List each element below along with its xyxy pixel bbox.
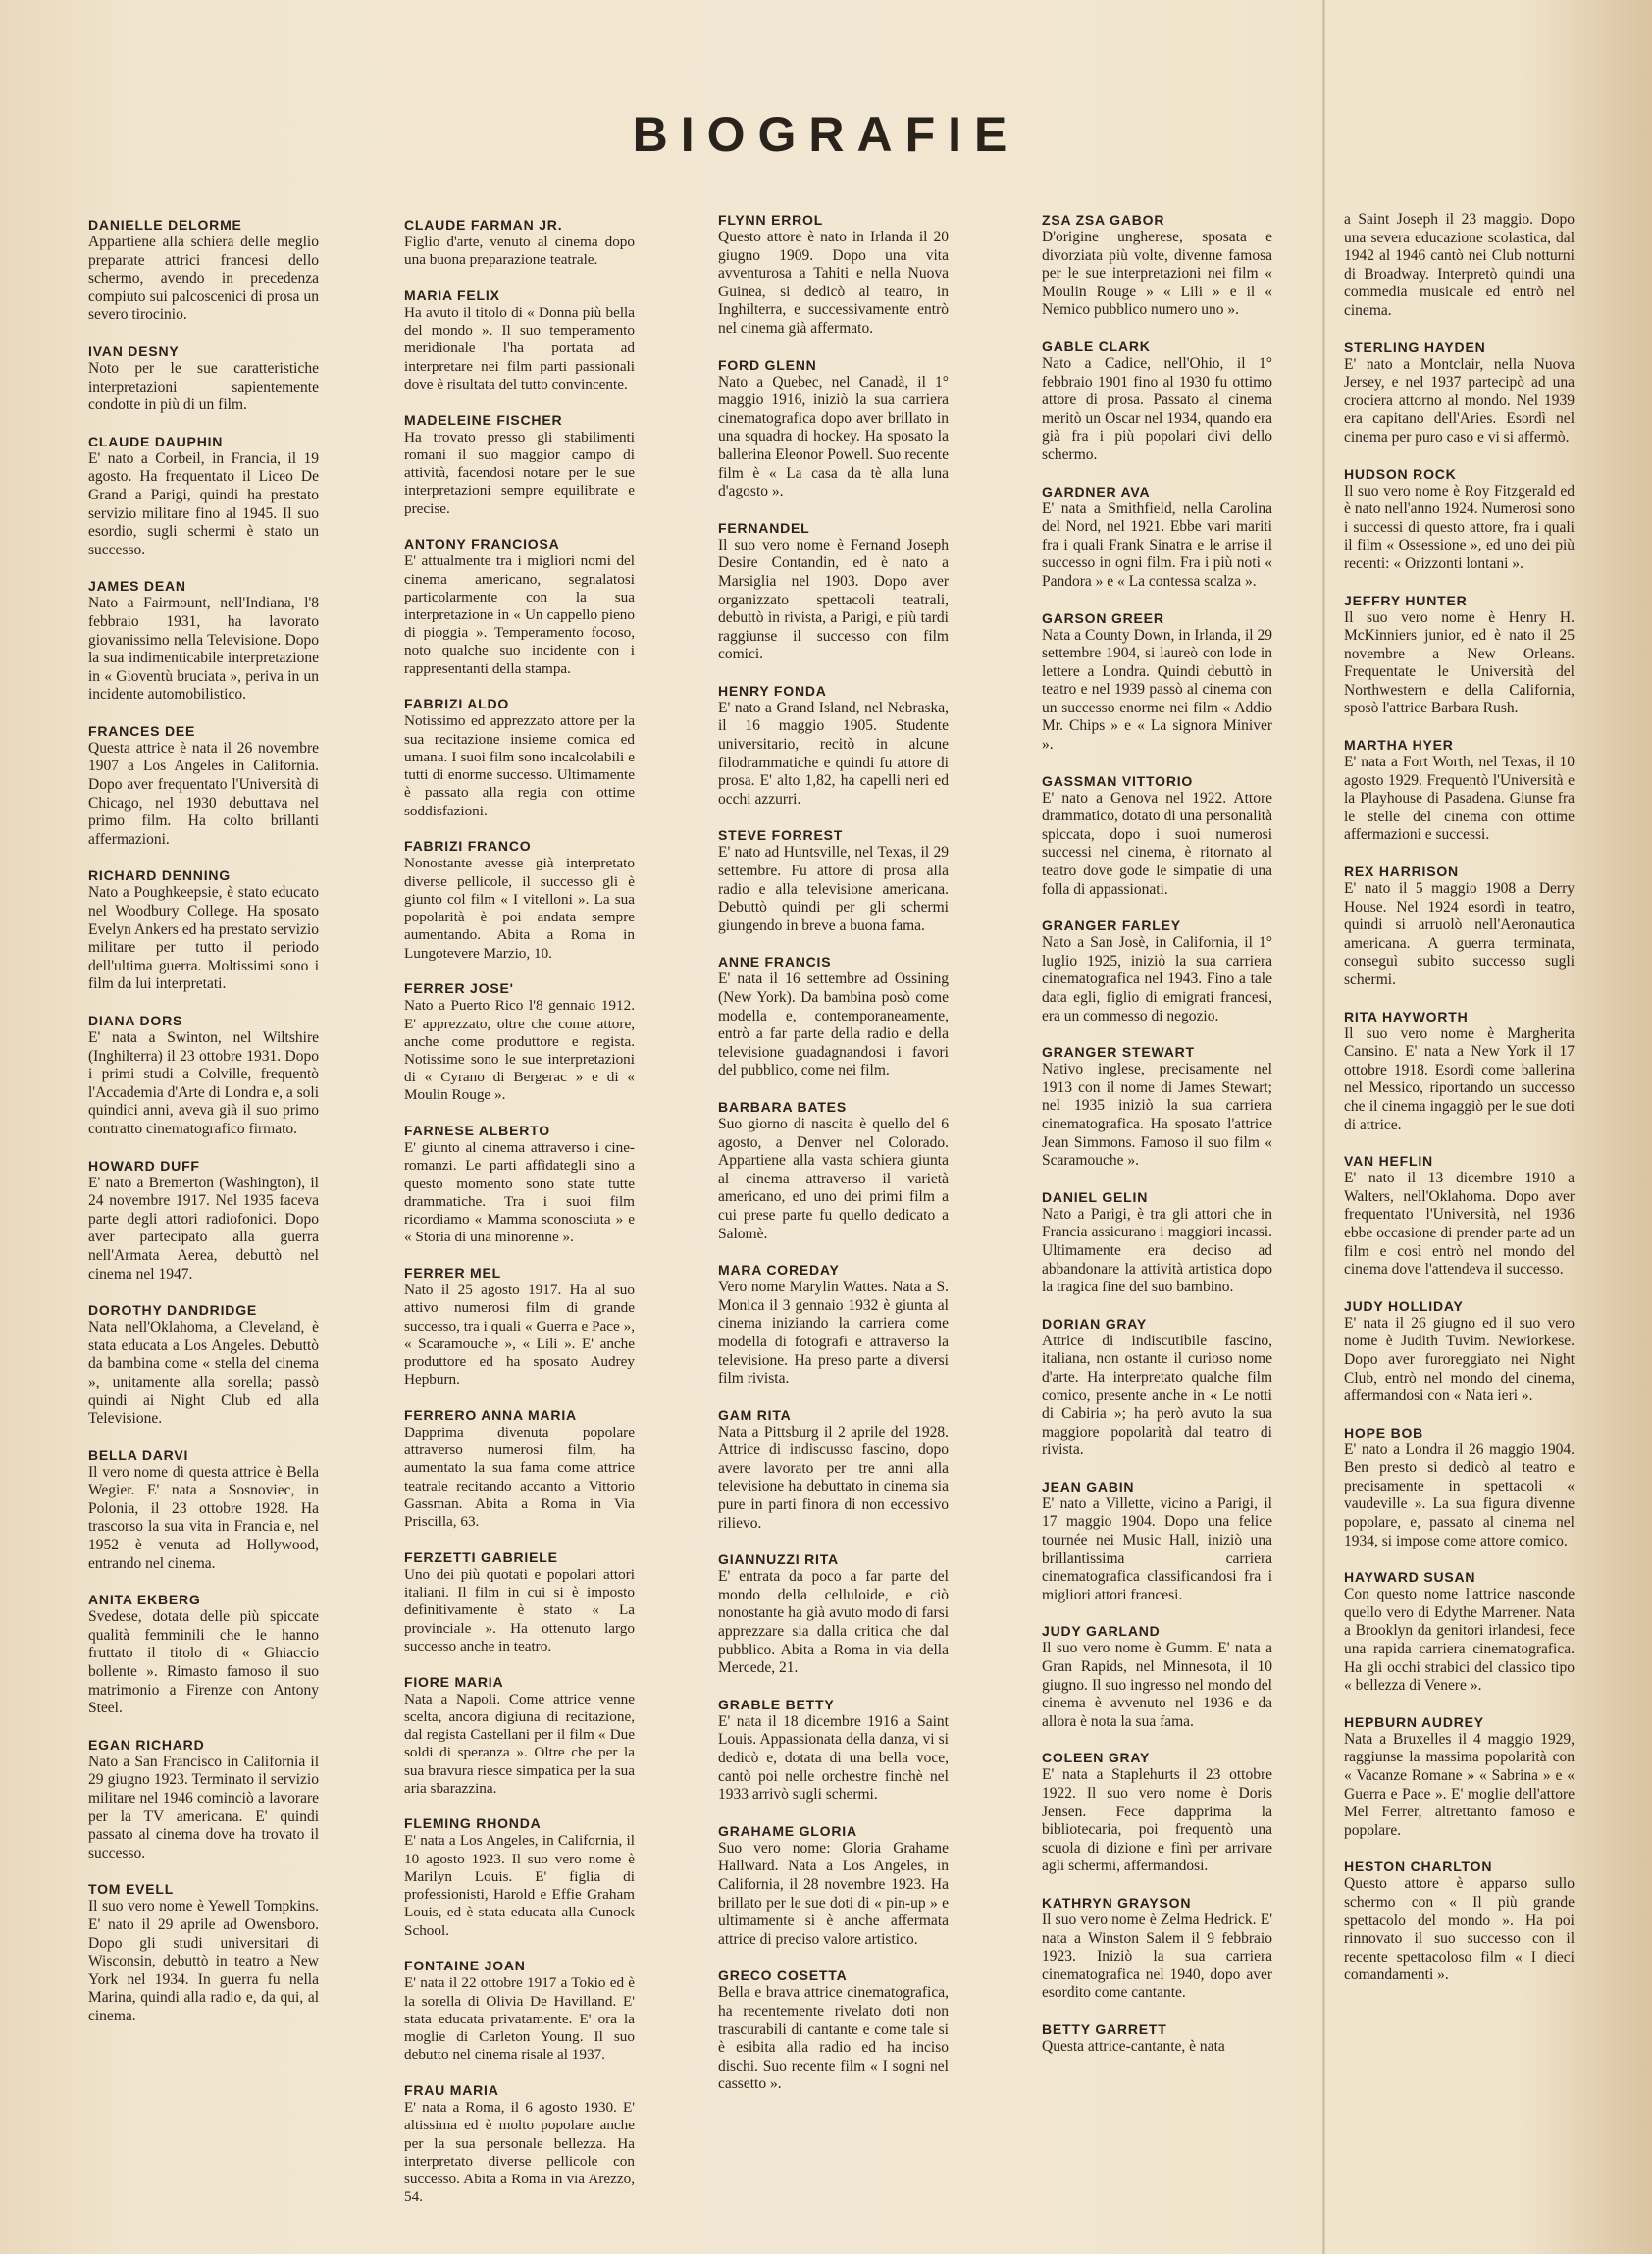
entry-text: Questa attrice-cantante, è nata (1042, 2037, 1225, 2055)
biography-entry (1344, 1568, 1575, 1696)
entry-name: HOPE BOB (1344, 1424, 1424, 1441)
entry-name: GRANGER FARLEY (1042, 917, 1181, 934)
entry-name: FARNESE ALBERTO (404, 1123, 550, 1139)
entry-text: Nata a County Down, in Irlanda, il 29 settembre 1904, si laureò con lode in lettere a Londra. Quindi debuttò in teatro e nel 1939 passò al cinema con un successo enorme nei film « Addio Mr. Chips » e « La signora Miniver ». (1042, 626, 1272, 754)
entry-name: FABRIZI ALDO (404, 696, 510, 712)
entry-name: GRANGER STEWART (1042, 1044, 1195, 1061)
entry-name: HAYWARD SUSAN (1344, 1569, 1476, 1586)
entry-name: DORIAN GRAY (1042, 1315, 1148, 1332)
entry-name: JUDY HOLLIDAY (1344, 1297, 1464, 1314)
entry-name: BETTY GARRETT (1042, 2020, 1167, 2037)
entry-text: Il suo vero nome è Zelma Hedrick. E' nata a Winston Salem il 9 febbraio 1923. Iniziò la sua carriera cinematografica nel 1940, dopo aver esordito come cantante. (1042, 1911, 1272, 2002)
entry-text: Nato a Poughkeepsie, è stato educato nel Woodbury College. Ha sposato Evelyn Ankers ed ha prestato servizio militare per tutto il periodo dell'ultima guerra. Moltissimi sono i film da lui interpretati. (88, 884, 319, 993)
entry-text: Il suo vero nome è Gumm. E' nata a Gran Rapids, nel Minnesota, il 10 giugno. Il suo ingresso nel mondo del cinema è avvenuto nel 1936 e da allora è nota la sua fama. (1042, 1640, 1272, 1730)
entry-name: ANNE FRANCIS (718, 954, 832, 970)
entry-text: Il vero nome di questa attrice è Bella Wegier. E' nata a Sosnoviec, in Polonia, il 23 ottobre 1928. Ha trascorso la sua vita in Francia e, nel 1952 è venuta ad Hollywood, entrando nel cinema. (88, 1463, 319, 1572)
entry-name: DIANA DORS (88, 1013, 183, 1028)
entry-name: COLEEN GRAY (1042, 1750, 1151, 1766)
entry-name: EGAN RICHARD (88, 1736, 205, 1753)
entry-text: Suo giorno di nascita è quello del 6 agosto, a Denver nel Colorado. Appartiene alla vasta schiera giunta al cinema attraverso il varietà americano, ed uno dei primi film a cui prese parte fu quello dedicato a Salomè. (718, 1115, 949, 1242)
biography-entry (1344, 863, 1575, 990)
biography-entry (1042, 609, 1272, 755)
entry-name: FORD GLENN (718, 356, 817, 373)
page-title: BIOGRAFIE (632, 107, 1020, 162)
page-crease (1322, 0, 1325, 2254)
entry-text: E' nato a Londra il 26 maggio 1904. Ben presto si dedicò al teatro e precisamente in spettacoli « vaudeville ». La sua figura divenne popolare, e, passato al cinema nel 1934, si impose come attore comico. (1344, 1441, 1575, 1549)
entry-name: FRAU MARIA (404, 2082, 499, 2099)
biography-entry (1042, 211, 1272, 320)
entry-name: FONTAINE JOAN (404, 1958, 526, 1974)
biography-entry (1344, 1008, 1575, 1135)
entry-text: E' nata a Swinton, nel Wiltshire (Inghilterra) il 23 ottobre 1931. Dopo i primi studi a Colville, frequentò l'Accademia d'Arte di Londra e, a soli quindici anni, aveva già il suo primo contratto cinematografico firmato. (88, 1029, 319, 1137)
entry-text: Nata nell'Oklahoma, a Cleveland, è stata educata a Los Angeles. Debuttò da bambina come « stella del cinema », unitamente alla sorella; passò quindi ai Night Club ed alla Televisione. (88, 1319, 319, 1428)
biography-entry (404, 535, 635, 678)
biography-entry (718, 682, 949, 810)
entry-text: Suo vero nome: Gloria Grahame Hallward. Nata a Los Angeles, in California, il 28 novembre 1923. Ha brillato per le sue doti di « pin-up » e ultimamente si è anche affermata attrice di preciso valore artistico. (718, 1839, 949, 1948)
biography-entry (1344, 1297, 1575, 1406)
biography-entry (718, 1822, 949, 1950)
entry-text: Uno dei più quotati e popolari attori italiani. Il film in cui si è imposto definitivamente è stato « La provinciale ». Ha ottenuto largo successo anche in teatro. (404, 1565, 635, 1654)
entry-text: E' nato il 13 dicembre 1910 a Walters, nell'Oklahoma. Dopo aver frequentato l'Università, nel 1936 ebbe occasione di prender parte ad un film e così entrò nel mondo del cinema dove l'attendeva il successo. (1344, 1170, 1575, 1279)
entry-text: E' nato a Corbeil, in Francia, il 19 agosto. Ha frequentato il Liceo De Grand a Parigi, quindi ha prestato servizio militare fino al 1945. Il suo esordio, sugli schermi è stato un successo. (88, 449, 319, 558)
entry-name: ANITA EKBERG (88, 1592, 201, 1608)
entry-text: Nata a Napoli. Come attrice venne scelta, ancora digiuna di recitazione, dal regista Castellani per il film « Due soldi di speranza ». Oltre che per la sua bravura riesce simpatica per la sua aria sbarazzina. (404, 1690, 635, 1797)
biography-entry (88, 722, 319, 850)
entry-name: GAM RITA (718, 1406, 792, 1423)
biography-entry (1042, 2020, 1272, 2057)
entry-name: JUDY GARLAND (1042, 1623, 1161, 1640)
entry-name: REX HARRISON (1344, 864, 1459, 880)
biography-entry (404, 2081, 635, 2206)
entry-text: Il suo vero nome è Henry H. McKinniers junior, ed è nato il 25 novembre a New Orleans. Frequentate le Università del Northwestern e della California, sposò l'attrice Barbara Rush. (1344, 608, 1575, 717)
biography-entry (404, 287, 635, 393)
entry-name: DANIEL GELIN (1042, 1188, 1149, 1205)
entry-name: GRECO COSETTA (718, 1967, 848, 1984)
biography-entry (718, 356, 949, 501)
biography-entry (1344, 211, 1575, 321)
entry-text: Questo attore è apparso sullo schermo con « Il più grande spettacolo del mondo ». Ha poi rinnovato il suo successo con il recente spettacoloso film « I dieci comandamenti ». (1344, 1875, 1575, 1984)
entry-name: BELLA DARVI (88, 1446, 189, 1463)
entry-name: JAMES DEAN (88, 578, 186, 595)
entry-text: E' entrata da poco a far parte del mondo della celluloide, e ciò nonostante ha già avuto modo di farsi apprezzare sia dalla critica che dal pubblico. Abita a Roma in via della Mercede, 21. (718, 1568, 949, 1677)
biography-entry (1042, 1188, 1272, 1297)
biography-entry (404, 1264, 635, 1389)
biography-entry (88, 577, 319, 705)
entry-text: E' nata a Smithfield, nella Carolina del Nord, nel 1921. Ebbe vari mariti fra i quali Frank Sinatra e le arrise il successo in ogni film. Fra i più noti « Pandora » e « La contessa scalza ». (1042, 499, 1272, 590)
entry-text: Nato a Cadice, nell'Ohio, il 1° febbraio 1901 fino al 1930 fu ottimo attore di prosa. Passato al cinema meritò un Oscar nel 1934, quando era già fra i più popolari divi dello schermo. (1042, 354, 1272, 463)
entry-name: GARSON GREER (1042, 609, 1164, 626)
entry-name: BARBARA BATES (718, 1098, 847, 1115)
entry-text: E' nata a Fort Worth, nel Texas, il 10 agosto 1929. Frequentò l'Università e la Playhouse di Pasadena. Giunse fra le stelle del cinema con ottime affermazioni e successi. (1344, 754, 1575, 844)
entry-text: Il suo vero nome è Margherita Cansino. E' nata a New York il 17 ottobre 1918. Esordì come ballerina nel Messico, riportando un successo che il cinema ingaggiò per le sue doti di attrice. (1344, 1024, 1575, 1133)
biography-entry (718, 1098, 949, 1243)
biography-entry (404, 837, 635, 962)
entry-text: E' giunto al cinema attraverso i cine-romanzi. Le parti affidategli sino a questo momento sono state tutte drammatiche. Tra i suoi film ricordiamo « Mamma sconosciuta » e « Storia di una minorenne ». (404, 1139, 635, 1246)
entry-text: Svedese, dotata delle più spiccate qualità femminili che le hanno fruttato il titolo di « Ghiaccio bollente ». Rimasto famoso il suo matrimonio a Firenze con Antony Steel. (88, 1608, 319, 1717)
entry-name: FRANCES DEE (88, 722, 196, 739)
entry-text: Questa attrice è nata il 26 novembre 1907 a Los Angeles in California. Dopo aver frequentato l'Università di Chicago, nel 1930 debuttava nel primo film. Ha colto brillanti affermazioni. (88, 739, 319, 848)
entry-text: E' nata a Roma, il 6 agosto 1930. E' altissima ed è molto popolare anche per la sua personale bellezza. Ha interpretato diverse pellicole con successo. Abita a Roma in via Arezzo, 54. (404, 2099, 635, 2206)
biography-entry (1042, 1749, 1272, 1876)
entry-text: Attrice di indiscutibile fascino, italiana, non ostante il curioso nome d'arte. Ha interpretato qualche film comico, presente anche in « Le notti di Cabiria »; ha però avuto la sua maggiore popolarità dal teatro di rivista. (1042, 1332, 1272, 1459)
biography-entry (1042, 483, 1272, 592)
entry-name: DANIELLE DELORME (88, 217, 242, 233)
biography-entry (1344, 592, 1575, 719)
entry-text: Bella e brava attrice cinematografica, ha recentemente rivelato doti non trascurabili di cantante e come tale si è esibita alla radio ed ha inciso dischi. Suo recente film « I sogni nel cassetto ». (718, 1984, 949, 2093)
entry-text: Nato a Fairmount, nell'Indiana, l'8 febbraio 1931, ha lavorato giovanissimo nella Televisione. Dopo la sua indimenticabile interpretazione in « Gioventù bruciata », periva in un incidente automobilistico. (88, 595, 319, 704)
biography-entry (404, 979, 635, 1104)
entry-text: Il suo vero nome è Yewell Tompkins. E' nato il 29 aprile ad Owensboro. Dopo gli studi universitari di Wisconsin, debuttò in teatro a New York nel 1934. In guerra fu nella Marina, quindi alla radio e, da qui, al cinema. (88, 1898, 319, 2024)
biography-entry (404, 1957, 635, 2064)
entry-text: Nata a Pittsburg il 2 aprile del 1928. Attrice di indiscusso fascino, dopo avere lavorato per tre anni alla televisione ha debuttato in cinema sia pure in parti finora di non eccessivo rilievo. (718, 1423, 949, 1532)
entry-text: Questo attore è nato in Irlanda il 20 giugno 1909. Dopo una vita avventurosa a Tahiti e nella Nuova Guinea, si dedicò al teatro, in Inghilterra, e successivamente entrò nel cinema già affermato. (718, 229, 949, 337)
entry-text: Dapprima divenuta popolare attraverso numerosi film, ha aumentato la sua fama come attrice teatrale recitando accanto a Vittorio Gassman. Abita a Roma in Via Priscilla, 63. (404, 1423, 635, 1531)
entry-text: Ha trovato presso gli stabilimenti romani il suo maggior campo di attività, facendosi notare per le sue interpretazioni sempre equilibrate e precise. (404, 428, 635, 517)
biography-entry (88, 1591, 319, 1718)
biography-entry (404, 1122, 635, 1246)
entry-text: Nato a San Josè, in California, il 1° luglio 1925, iniziò la sua carriera cinematografica nel 1943. Fino a tale data egli, figlio di emigrati francesi, era un commesso di negozio. (1042, 934, 1272, 1024)
biography-entry (718, 953, 949, 1080)
entry-name: GABLE CLARK (1042, 338, 1151, 354)
entry-name: FERRER MEL (404, 1265, 501, 1282)
entry-name: GASSMAN VITTORIO (1042, 772, 1194, 789)
biography-entry (404, 695, 635, 819)
entry-text: Nata a Bruxelles il 4 maggio 1929, raggiunse la massima popolarità con « Vacanze Romane » « Sabrina » e « Guerra e Pace ». E' moglie dell'attore Mel Ferrer, altrettanto famoso e popolare. (1344, 1730, 1575, 1839)
entry-name: GRAHAME GLORIA (718, 1822, 857, 1839)
column-2 (404, 216, 635, 2224)
biography-entry (1344, 1858, 1575, 1985)
biography-entry (1344, 1713, 1575, 1841)
entry-text: E' nata a Staplehurts il 23 ottobre 1922. Il suo vero nome è Doris Jensen. Fece dapprima la bibliotecaria, poi frequentò una scuola di dizione e finì per arrivare agli schermi, affermandosi. (1042, 1766, 1272, 1875)
entry-name: ANTONY FRANCIOSA (404, 536, 560, 552)
entry-name: HUDSON ROCK (1344, 465, 1457, 482)
biography-entry (718, 1406, 949, 1534)
biography-entry (718, 1696, 949, 1805)
biography-entry (404, 1814, 635, 1939)
biography-entry (718, 1966, 949, 2094)
entry-text: Appartiene alla schiera delle meglio preparate attrici francesi dello schermo, avendo in precedenza compiuto sui palcoscenici di prosa un severo tirocinio. (88, 234, 319, 324)
entry-text: Figlio d'arte, venuto al cinema dopo una buona preparazione teatrale. (404, 234, 635, 269)
biography-entry (1042, 1043, 1272, 1171)
entry-name: GARDNER AVA (1042, 483, 1151, 499)
biography-entry (1344, 339, 1575, 447)
entry-text: E' nato a Bremerton (Washington), il 24 novembre 1917. Nel 1935 faceva parte degli attori radiofonici. Dopo aver partecipato alla guerra nell'Armata Aerea, debuttò nel cinema nel 1947. (88, 1174, 319, 1283)
entry-text: E' nato il 5 maggio 1908 a Derry House. Nel 1924 esordì in teatro, quindi si arruolò nell'Aeronautica americana. A guerra terminata, conseguì subito successo sugli schermi. (1344, 880, 1575, 988)
entry-name: MARIA FELIX (404, 287, 500, 303)
entry-name: JEAN GABIN (1042, 1478, 1135, 1494)
biography-entry (1344, 736, 1575, 845)
column-4 (1042, 211, 1272, 2074)
entry-name: HOWARD DUFF (88, 1157, 200, 1174)
column-5 (1344, 211, 1575, 2003)
biography-entry (1042, 1894, 1272, 2003)
entry-name: FERZETTI GABRIELE (404, 1548, 558, 1565)
entry-name: TOM EVELL (88, 1881, 175, 1898)
entry-text: E' nato a Grand Island, nel Nebraska, il 16 maggio 1905. Studente universitario, recitò in alcune filodrammatiche e quindi fu attore di prosa. E' alto 1,82, ha capelli neri ed occhi azzurri. (718, 699, 949, 808)
biography-entry (404, 1406, 635, 1531)
biography-entry (88, 1012, 319, 1139)
entry-name: IVAN DESNY (88, 342, 180, 359)
biography-entry (1344, 465, 1575, 574)
entry-name: MARTHA HYER (1344, 737, 1454, 754)
entry-text: E' nata a Los Angeles, in California, il 10 agosto 1923. Il suo vero nome è Marilyn Louis. E' figlia di professionisti, Harold e Effie Graham Louis, ed è stata educata alla Cunock School. (404, 1832, 635, 1939)
biography-entry (718, 1261, 949, 1389)
biography-entry (88, 342, 319, 415)
biography-entry (718, 826, 949, 935)
entry-name: HESTON CHARLTON (1344, 1859, 1493, 1875)
entry-name: GRABLE BETTY (718, 1696, 835, 1712)
biography-entry (1042, 1622, 1272, 1731)
entry-text: Nato a Puerto Rico l'8 gennaio 1912. E' apprezzato, oltre che come attore, anche come produttore e regista. Notissime sono le sue interpretazioni di « Cyrano di Bergerac » e di « Moulin Rouge ». (404, 997, 635, 1104)
entry-text: E' nata il 26 giugno ed il suo vero nome è Judith Tuvim. Newiorkese. Dopo aver furoreggiato nei Night Club, entrò nel mondo del cinema, affermandosi con « Nata ieri ». (1344, 1314, 1575, 1405)
entry-text: Nativo inglese, precisamente nel 1913 con il nome di James Stewart; nel 1935 iniziò la sua carriera cinematografica. Ha sposato l'attrice Jean Simmons. Famoso il suo film « Scaramouche ». (1042, 1061, 1272, 1170)
biography-entry (1344, 1424, 1575, 1551)
biography-entry (1042, 1478, 1272, 1605)
entry-text: Nato a Quebec, nel Canadà, il 1° maggio 1916, iniziò la sua carriera cinematografica dopo aver brillato in una squadra di hockey. Ha sposato la ballerina Eleonor Powell. Suo recente film è « La casa da tè alla luna d'agosto ». (718, 373, 949, 500)
entry-text: D'origine ungherese, sposata e divorziata più volte, divenne famosa per le sue interpretazioni nei film « Moulin Rouge » « Lili » e il « Nemico pubblico numero uno ». (1042, 229, 1272, 319)
biography-entry (718, 519, 949, 664)
entry-name: FABRIZI FRANCO (404, 838, 532, 855)
entry-name: STEVE FORREST (718, 827, 844, 844)
entry-name: MADELEINE FISCHER (404, 411, 563, 428)
biography-entry (1042, 917, 1272, 1025)
column-3 (718, 211, 949, 2112)
entry-text: E' nata il 18 dicembre 1916 a Saint Louis. Appassionata della danza, vi si dedicò e, dotata di una bella voce, cantò poi nelle orchestre finchè nel 1933 arrivò sugli schermi. (718, 1712, 949, 1804)
entry-text: E' nata il 22 ottobre 1917 a Tokio ed è la sorella di Olivia De Havilland. E' stata educata privatamente. E' ora la moglie di Carleton Young. Il suo debutto nel cinema risale al 1937. (404, 1974, 635, 2064)
biography-entry (1042, 772, 1272, 900)
biography-entry (404, 1548, 635, 1655)
biography-entry (88, 1736, 319, 1863)
entry-name: RICHARD DENNING (88, 867, 231, 884)
entry-name: KATHRYN GRAYSON (1042, 1894, 1192, 1911)
entry-text: Nato il 25 agosto 1917. Ha al suo attivo numerosi film di grande successo, tra i quali « Guerra e Pace », « Scaramouche », « Lili ». E' anche produttore ed ha sposato Audrey Hepburn. (404, 1282, 635, 1389)
entry-text: E' attualmente tra i migliori nomi del cinema americano, segnalatosi particolarmente con la sua interpretazione in « Un cappello pieno di pioggia ». Temperamento focoso, noto qualche suo incidente con i rappresentanti della stampa. (404, 552, 635, 677)
entry-text: Noto per le sue caratteristiche interpretazioni sapientemente condotte in più di un film. (88, 359, 319, 414)
entry-name: FLYNN ERROL (718, 212, 824, 228)
biography-entry (1042, 338, 1272, 465)
entry-name: FERRER JOSE' (404, 980, 514, 997)
entry-text: Il suo vero nome è Roy Fitzgerald ed è nato nell'anno 1924. Numerosi sono i successi di questo attore, fra i quali il film « Ossessione », ed uno dei più recenti: « Orizzonti lontani ». (1344, 482, 1575, 572)
entry-name: MARA COREDAY (718, 1262, 840, 1279)
biography-entry (404, 216, 635, 269)
entry-name: CLAUDE FARMAN JR. (404, 217, 563, 233)
biography-entry (88, 1880, 319, 2025)
biography-entry (1042, 1315, 1272, 1460)
entry-name: HENRY FONDA (718, 682, 827, 699)
entry-name: FLEMING RHONDA (404, 1815, 542, 1832)
entry-text: Nonostante avesse già interpretato diverse pellicole, il successo gli è giunto col film « I vitelloni ». La sua popolarità è poi andata sempre aumentando. Abita a Roma in Lungotevere Marzio, 10. (404, 855, 635, 962)
entry-text: Vero nome Marylin Wattes. Nata a S. Monica il 3 gennaio 1932 è giunta al cinema iniziando la carriera come modella di fotografi e attraverso la televisione. Ha preso parte a diversi film rivista. (718, 1279, 949, 1388)
biography-entry (88, 216, 319, 325)
biography-entry (88, 866, 319, 994)
biography-entry (88, 1157, 319, 1284)
entry-text: a Saint Joseph il 23 maggio. Dopo una severa educazione scolastica, dal 1942 al 1946 cantò nei Club notturni di Broadway. Interpretò quindi una commedia musicale ed entrò nel cinema. (1344, 211, 1575, 319)
entry-name: JEFFRY HUNTER (1344, 592, 1468, 608)
biography-entry (88, 433, 319, 560)
entry-text: Notissimo ed apprezzato attore per la sua recitazione insieme comica ed umana. I suoi film sono incalcolabili e tutti di enorme successo. Ultimamente è passato alla regia con ottime soddisfazioni. (404, 712, 635, 819)
biography-entry (404, 1673, 635, 1798)
entry-text: Con questo nome l'attrice nasconde quello vero di Edythe Marrener. Nata a Brooklyn da genitori irlandesi, fece una rapida carriera cinematografica. Ha gli occhi strabici del classico tipo « bellezza di Venere ». (1344, 1586, 1575, 1695)
entry-text: Il suo vero nome è Fernand Joseph Desire Contandin, ed è nato a Marsiglia nel 1903. Dopo aver organizzato spettacoli teatrali, debuttò in rivista, a Parigi, e più tardi raggiunse il successo con film comici. (718, 536, 949, 663)
entry-text: E' nato a Montclair, nella Nuova Jersey, e nel 1937 partecipò ad una crociera attorno al mondo. Nel 1939 era capitano dell'Aries. Esordì nel cinema per puro caso e vi si affermò. (1344, 355, 1575, 446)
biography-entry (718, 1550, 949, 1678)
entry-name: DOROTHY DANDRIDGE (88, 1302, 258, 1319)
entry-text: Nato a Parigi, è tra gli attori che in Francia assicurano i maggiori incassi. Ultimamente era deciso ad abbandonare la attività artistica dopo la tragica fine del suo bambino. (1042, 1205, 1272, 1296)
biography-entry (88, 1301, 319, 1429)
biography-entry (718, 211, 949, 339)
entry-text: E' nato a Villette, vicino a Parigi, il 17 maggio 1904. Dopo una felice tournée nei Music Hall, iniziò una brillantissima carriera cinematografica classificandosi fra i migliori attori francesi. (1042, 1494, 1272, 1603)
entry-text: E' nata il 16 settembre ad Ossining (New York). Da bambina posò come modella e, contemporaneamente, entrò a far parte della radio e della televisione guadagnandosi i favori del pubblico, come nei film. (718, 970, 949, 1079)
biography-entry (1344, 1152, 1575, 1280)
biography-entry (404, 411, 635, 518)
entry-name: STERLING HAYDEN (1344, 339, 1486, 355)
entry-name: CLAUDE DAUPHIN (88, 433, 224, 449)
entry-name: FERNANDEL (718, 519, 810, 536)
entry-name: GIANNUZZI RITA (718, 1551, 839, 1568)
entry-name: FERRERO ANNA MARIA (404, 1406, 577, 1423)
entry-text: E' nato a Genova nel 1922. Attore drammatico, dotato di una personalità spiccata, dopo i suoi numerosi successi nel cinema, è ritornato al teatro dove gode le simpatie di una folla di appassionati. (1042, 789, 1272, 898)
entry-name: HEPBURN AUDREY (1344, 1713, 1484, 1730)
entry-name: VAN HEFLIN (1344, 1153, 1433, 1170)
biography-entry (88, 1446, 319, 1574)
column-1 (88, 216, 319, 2044)
entry-name: FIORE MARIA (404, 1673, 504, 1690)
entry-name: ZSA ZSA GABOR (1042, 212, 1165, 228)
entry-name: RITA HAYWORTH (1344, 1008, 1469, 1024)
entry-text: Ha avuto il titolo di « Donna più bella del mondo ». Il suo temperamento meridionale l'ha portata ad interpretare nei film parti passionali dove è risultata del tutto convincente. (404, 303, 635, 393)
entry-text: E' nato ad Huntsville, nel Texas, il 29 settembre. Fu attore di prosa alla radio e alla televisione americana. Debuttò quindi per gli schermi giungendo in breve a buona fama. (718, 844, 949, 934)
entry-text: Nato a San Francisco in California il 29 giugno 1923. Terminato il servizio militare nel 1946 cominciò a lavorare per la TV americana. E' quindi passato al cinema dove ha trovato il successo. (88, 1753, 319, 1861)
